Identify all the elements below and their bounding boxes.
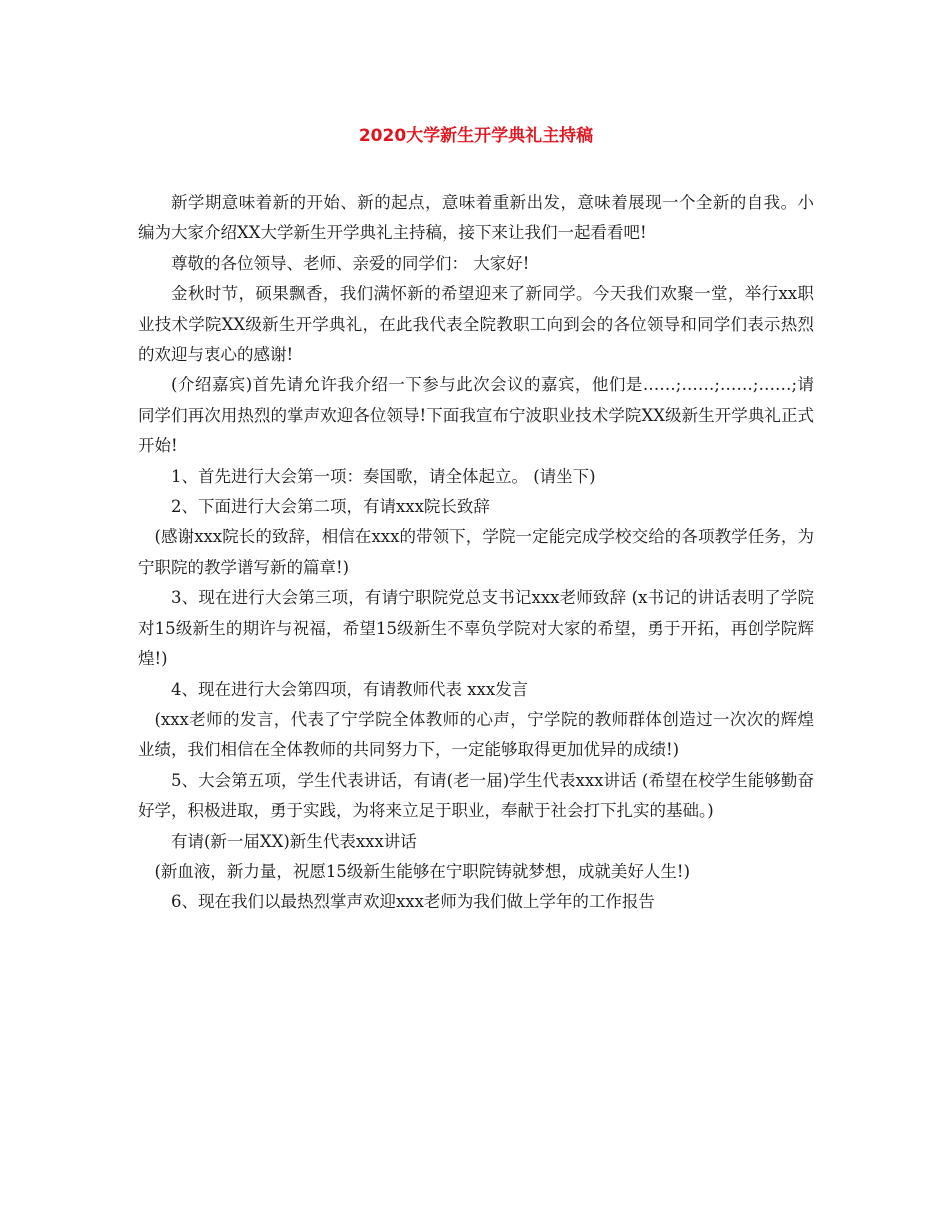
paragraph-guests: (介绍嘉宾)首先请允许我介绍一下参与此次会议的嘉宾，他们是……;……;……;……;请同学们再次用热烈的掌声欢迎各位领导!下面我宣布宁波职业技术学院XX级新生开学典礼正式开始! (138, 375, 814, 456)
document-body (138, 188, 814, 918)
document-page (138, 118, 814, 918)
paragraph-greeting: 尊敬的各位领导、老师、亲爱的同学们： 大家好! (171, 253, 530, 273)
paragraph-item-4-note: (xxx老师的发言，代表了宁学院全体教师的心声，宁学院的教师群体创造过一次次的辉煌业绩，我们相信在全体教师的共同努力下，一定能够取得更加优异的成绩!) (138, 709, 814, 760)
paragraph-new-student-note: (新血液，新力量，祝愿15级新生能够在宁职院铸就梦想，成就美好人生!) (154, 861, 691, 881)
paragraph-item-3: 3、现在进行大会第三项，有请宁职院党总支书记xxx老师致辞 (x书记的讲话表明了学院对15级新生的期许与祝福，希望15级新生不辜负学院对大家的希望，勇于开拓，再创学院辉煌!) (138, 588, 814, 669)
document-title: 2020大学新生开学典礼主持稿 (358, 126, 594, 146)
paragraph-item-5: 5、大会第五项，学生代表讲话，有请(老一届)学生代表xxx讲话 (希望在校学生能够勤奋好学，积极进取，勇于实践，为将来立足于职业，奉献于社会打下扎实的基础。) (138, 770, 814, 821)
paragraph-item-6: 6、现在我们以最热烈掌声欢迎xxx老师为我们做上学年的工作报告 (171, 892, 655, 912)
paragraph-new-student: 有请(新一届XX)新生代表xxx讲话 (171, 831, 417, 851)
paragraph-item-4: 4、现在进行大会第四项，有请教师代表 xxx发言 (171, 679, 529, 699)
paragraph-item-1: 1、首先进行大会第一项：奏国歌，请全体起立。 (请坐下) (171, 466, 596, 486)
paragraph-intro: 新学期意味着新的开始、新的起点，意味着重新出发，意味着展现一个全新的自我。小编为大家介绍XX大学新生开学典礼主持稿，接下来让我们一起看看吧! (138, 193, 814, 243)
paragraph-item-2-note: (感谢xxx院长的致辞，相信在xxx的带领下，学院一定能完成学校交给的各项教学任务，为宁职院的教学谱写新的篇章!) (138, 527, 814, 577)
paragraph-welcome: 金秋时节，硕果飘香，我们满怀新的希望迎来了新同学。今天我们欢聚一堂，举行xx职业技术学院XX级新生开学典礼，在此我代表全院教职工向到会的各位领导和同学们表示热烈的欢迎与衷心的感谢! (138, 284, 814, 365)
paragraph-item-2: 2、下面进行大会第二项，有请xxx院长致辞 (171, 497, 490, 517)
